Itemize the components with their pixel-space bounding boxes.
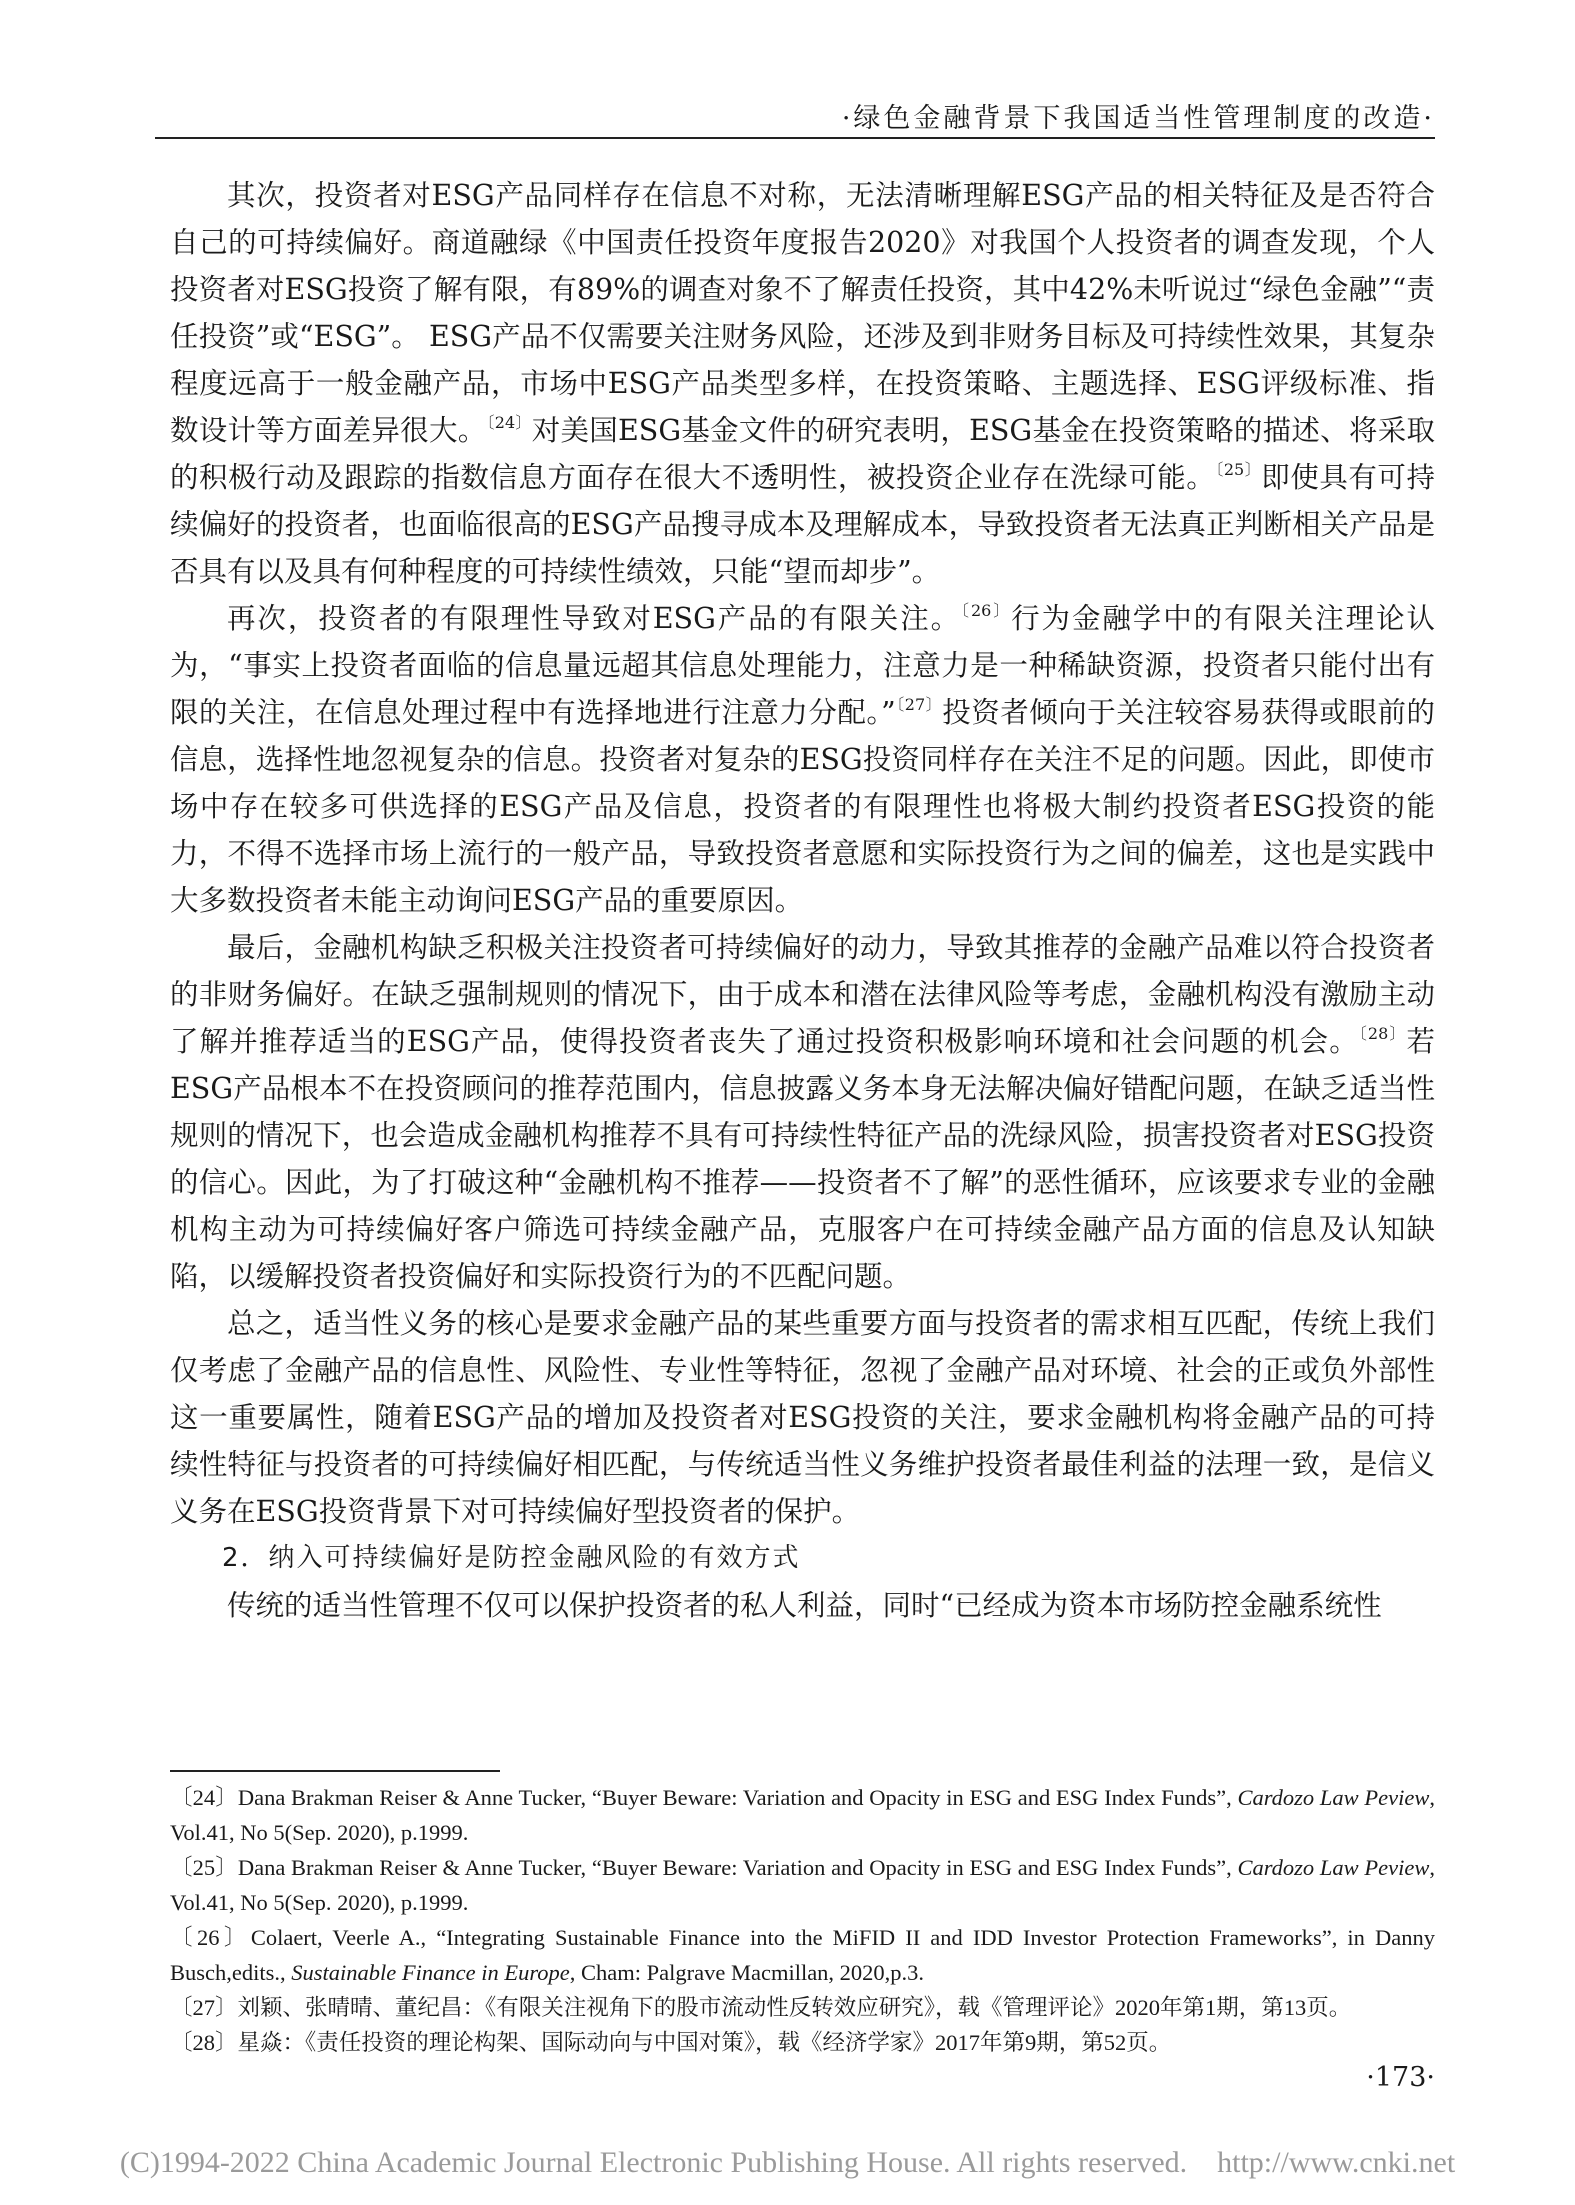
footnote-source-title: Cardozo Law Peview bbox=[1237, 1785, 1430, 1810]
paragraph-2-text-2: 行为金融学中的有限关注理论认为，“事实上投资者面临的信息量远超其信息处理能力，注意力是一种稀缺资源，投资者只能付出有限的关注，在信息处理过程中有选择地进行注意力分配。” bbox=[170, 602, 1435, 729]
article-body bbox=[170, 172, 1435, 1629]
footnote-number: 〔27〕 bbox=[170, 1995, 238, 2020]
paragraph-4: 总之，适当性义务的核心是要求金融产品的某些重要方面与投资者的需求相互匹配，传统上我们仅考虑了金融产品的信息性、风险性、专业性等特征，忽视了金融产品对环境、社会的正或负外部性这一重要属性，随着ESG产品的增加及投资者对ESG投资的关注，要求金融机构将金融产品的可持续性特征与投资者的可持续偏好相匹配，与传统适当性义务维护投资者最佳利益的法理一致，是信义义务在ESG投资背景下对可持续偏好型投资者的保护。 bbox=[170, 1307, 1435, 1528]
footnote-26 bbox=[170, 1920, 1435, 1990]
footnote-25 bbox=[170, 1850, 1435, 1920]
paragraph-2-text-1: 再次，投资者的有限理性导致对ESG产品的有限关注。 bbox=[227, 602, 962, 635]
paragraph-1-text-1: 其次，投资者对ESG产品同样存在信息不对称，无法清晰理解ESG产品的相关特征及是否符合自己的可持续偏好。商道融绿《中国责任投资年度报告2020》对我国个人投资者的调查发现，个人投资者对ESG投资了解有限，有89%的调查对象不了解责任投资，其中42%未听说过“绿色金融”“责任投资”或“ESG”。 ESG产品不仅需要关注财务风险，还涉及到非财务目标及可持续性效果，其复杂程度远高于一般金融产品，市场中ESG产品类型多样，在投资策略、主题选择、ESG评级标准、指数设计等方面差异很大。 bbox=[170, 179, 1435, 447]
footnote-number: 〔28〕 bbox=[170, 2030, 238, 2055]
footnote-ref-24[interactable]: 〔24〕 bbox=[486, 413, 532, 432]
footnote-text: Dana Brakman Reiser & Anne Tucker, “Buyer Beware: Variation and Opacity in ESG and ESG Index Funds”, bbox=[237, 1855, 1238, 1880]
paragraph-3-text-1: 最后，金融机构缺乏积极关注投资者可持续偏好的动力，导致其推荐的金融产品难以符合投资者的非财务偏好。在缺乏强制规则的情况下，由于成本和潜在法律风险等考虑，金融机构没有激励主动了解并推荐适当的ESG产品，使得投资者丧失了通过投资积极影响环境和社会问题的机会。 bbox=[170, 931, 1435, 1058]
section-subheading: 2．纳入可持续偏好是防控金融风险的有效方式 bbox=[222, 1543, 801, 1573]
page-number: ·173· bbox=[1366, 2062, 1435, 2093]
paragraph-1-text-2: 对美国ESG基金文件的研究表明，ESG基金在投资策略的描述、将采取的积极行动及跟踪的指数信息方面存在很大不透明性，被投资企业存在洗绿可能。 bbox=[170, 414, 1435, 494]
footnote-source-title: Cardozo Law Peview bbox=[1237, 1855, 1430, 1880]
paragraph-3-text-2: 若ESG产品根本不在投资顾问的推荐范围内，信息披露义务本身无法解决偏好错配问题，在缺乏适当性规则的情况下，也会造成金融机构推荐不具有可持续性特征产品的洗绿风险，损害投资者对ESG投资的信心。因此，为了打破这种“金融机构不推荐——投资者不了解”的恶性循环，应该要求专业的金融机构主动为可持续偏好客户筛选可持续金融产品，克服客户在可持续金融产品方面的信息及认知缺陷，以缓解投资者投资偏好和实际投资行为的不匹配问题。 bbox=[170, 1025, 1435, 1293]
footnote-24 bbox=[170, 1780, 1435, 1850]
paragraph-1 bbox=[170, 172, 1435, 595]
footnote-text: 星焱：《责任投资的理论构架、国际动向与中国对策》，载《经济学家》2017年第9期，第52页。 bbox=[237, 2030, 1172, 2055]
footnote-number: 〔25〕 bbox=[170, 1855, 238, 1880]
footnote-27 bbox=[170, 1990, 1435, 2025]
footnote-ref-28[interactable]: 〔28〕 bbox=[1358, 1024, 1407, 1043]
footnote-number: 〔26〕 bbox=[170, 1925, 251, 1950]
footnote-text-tail: , Vol.41, No 5(Sep. 2020), p.1999. bbox=[170, 1785, 1435, 1845]
footnote-text-tail: , Vol.41, No 5(Sep. 2020), p.1999. bbox=[170, 1855, 1435, 1915]
footnotes bbox=[170, 1780, 1435, 2060]
header-rule bbox=[155, 137, 1435, 139]
footnote-28 bbox=[170, 2025, 1435, 2060]
running-header: ·绿色金融背景下我国适当性管理制度的改造· bbox=[841, 103, 1435, 134]
footnote-text: Dana Brakman Reiser & Anne Tucker, “Buyer Beware: Variation and Opacity in ESG and ESG Index Funds”, bbox=[237, 1785, 1238, 1810]
footnote-ref-27[interactable]: 〔27〕 bbox=[895, 695, 943, 714]
footnote-rule bbox=[170, 1770, 500, 1772]
footnote-number: 〔24〕 bbox=[170, 1785, 238, 1810]
copyright-notice: (C)1994-2022 China Academic Journal Electronic Publishing House. All rights reserved. http://www.cnki.net bbox=[119, 2146, 1456, 2179]
paragraph-2 bbox=[170, 595, 1435, 924]
paragraph-3 bbox=[170, 924, 1435, 1300]
footnote-text: 刘颖、张晴晴、董纪昌：《有限关注视角下的股市流动性反转效应研究》，载《管理评论》2020年第1期，第13页。 bbox=[237, 1995, 1352, 2020]
footnote-text-tail: , Cham: Palgrave Macmillan, 2020,p.3. bbox=[569, 1960, 925, 1985]
paragraph-2-text-3: 投资者倾向于关注较容易获得或眼前的信息，选择性地忽视复杂的信息。投资者对复杂的ESG投资同样存在关注不足的问题。因此，即使市场中存在较多可供选择的ESG产品及信息，投资者的有限理性也将极大制约投资者ESG投资的能力，不得不选择市场上流行的一般产品，导致投资者意愿和实际投资行为之间的偏差，这也是实践中大多数投资者未能主动询问ESG产品的重要原因。 bbox=[170, 696, 1435, 917]
footnote-source-title: Sustainable Finance in Europe bbox=[291, 1960, 570, 1985]
paragraph-1-text-3: 即使具有可持续偏好的投资者，也面临很高的ESG产品搜寻成本及理解成本，导致投资者无法真正判断相关产品是否具有以及具有何种程度的可持续性绩效，只能“望而却步”。 bbox=[170, 461, 1435, 588]
footnote-text: Colaert, Veerle A., “Integrating Sustainable Finance into the MiFID II and IDD Investor Protection Frameworks”, in Danny Busch,edits., bbox=[170, 1925, 1435, 1985]
footnote-ref-26[interactable]: 〔26〕 bbox=[961, 601, 1012, 620]
paragraph-5: 传统的适当性管理不仅可以保护投资者的私人利益，同时“已经成为资本市场防控金融系统性 bbox=[227, 1589, 1382, 1622]
footnote-ref-25[interactable]: 〔25〕 bbox=[1215, 460, 1262, 479]
